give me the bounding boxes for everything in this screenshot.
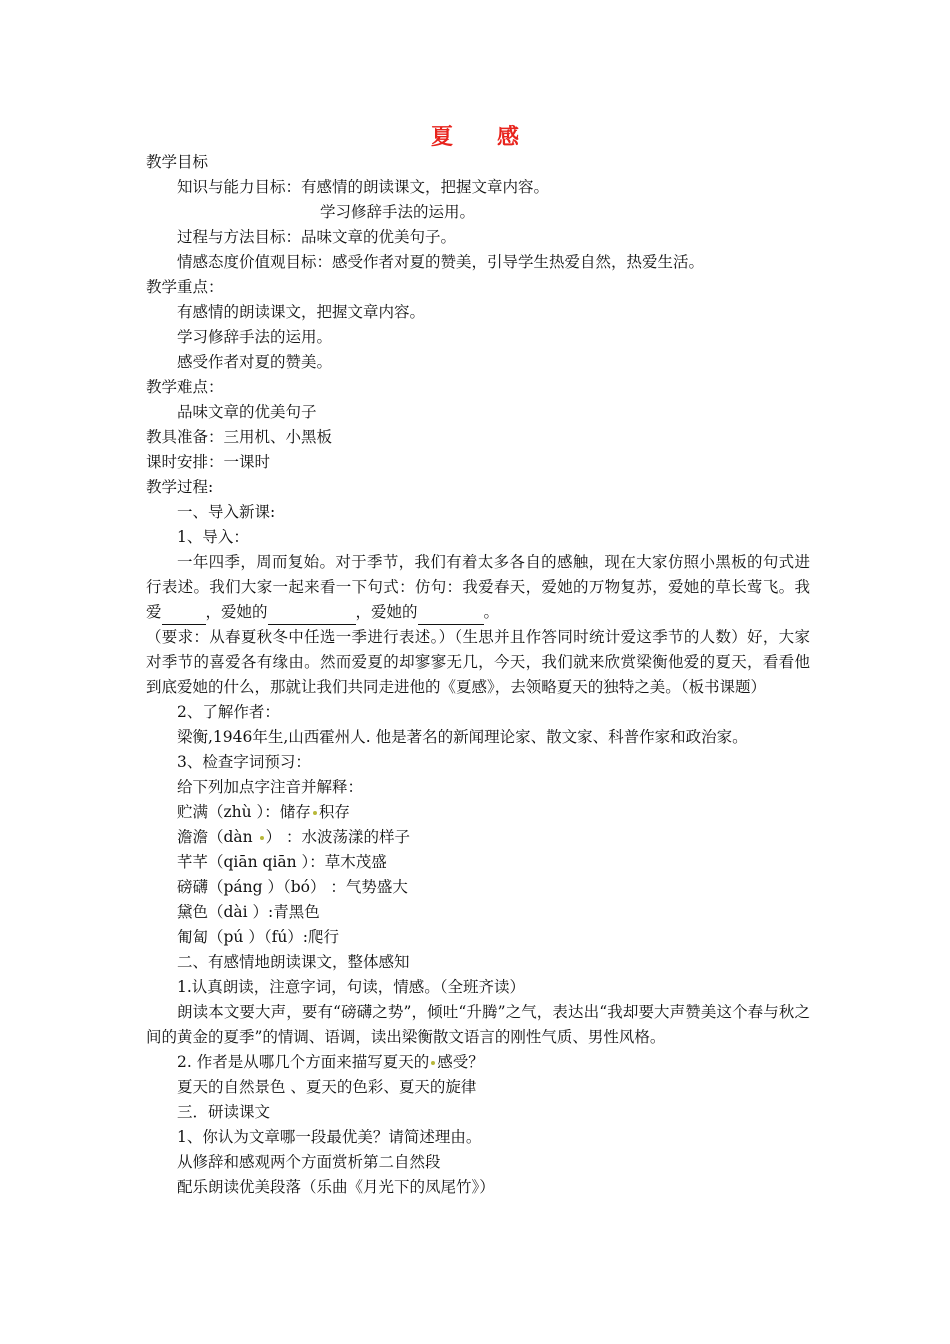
reading-task-1: 1.认真朗读，注意字词，句读，情感。（全班齐读） xyxy=(177,978,526,996)
vocab-item-1 xyxy=(146,800,810,825)
vocab-item-5: 黛色（dài ）:青黑色 xyxy=(177,903,320,921)
vocab-2-text: 澹澹（dàn xyxy=(177,828,258,846)
difficulty-1: 品味文章的优美句子 xyxy=(177,403,317,421)
blank-2 xyxy=(268,606,356,625)
mark-dot xyxy=(431,1061,435,1065)
class-schedule: 课时安排：一课时 xyxy=(146,453,271,471)
title-char-2: 感 xyxy=(497,124,520,150)
heading-process: 教学过程: xyxy=(146,478,214,496)
subsection-vocab: 3、检查字词预习： xyxy=(177,753,311,771)
heading-key-points: 教学重点： xyxy=(146,278,224,296)
vocab-item-3: 芊芊（qiān qiān ）：草木茂盛 xyxy=(177,853,387,871)
task-2-text-2: 感受？ xyxy=(437,1053,484,1071)
vocab-instruction: 给下列加点字注音并解释： xyxy=(177,778,364,796)
intro-paragraph xyxy=(146,550,810,625)
mark-dot xyxy=(313,811,317,815)
heading-teaching-goals: 教学目标 xyxy=(146,153,209,171)
section-3-heading: 三．研读课文 xyxy=(177,1103,271,1121)
key-point-2: 学习修辞手法的运用。 xyxy=(177,328,333,346)
goal-knowledge: 知识与能力目标：有感情的朗读课文，把握文章内容。 xyxy=(177,178,550,196)
task-2-text: 2. 作者是从哪几个方面来描写夏天的 xyxy=(177,1053,430,1071)
blank-1 xyxy=(162,606,206,625)
vocab-item-4: 磅礴（páng ）（bó） ：气势盛大 xyxy=(177,878,408,896)
section-2-heading: 二、有感情地朗读课文，整体感知 xyxy=(177,953,410,971)
vocab-1-text-2: 积存 xyxy=(318,803,350,821)
requirement-paragraph: （要求：从春夏秋冬中任选一季进行表述。）（生思并且作答同时统计爱这季节的人数）好，大家对季节的喜爱各有缘由。然而爱夏的却寥寥无几，今天，我们就来欣赏梁衡他爱的夏天，看看他到底爱她的什么，那就让我们共同走进他的《夏感》，去领略夏天的独特之美。（板书课题） xyxy=(146,628,810,696)
mark-dot xyxy=(260,836,264,840)
goal-rhetoric: 学习修辞手法的运用。 xyxy=(320,203,476,221)
blank-3 xyxy=(418,606,484,625)
heading-difficulties: 教学难点： xyxy=(146,378,224,396)
section-1-heading: 一、导入新课: xyxy=(177,503,276,521)
intro-text-3: ，爱她的 xyxy=(355,603,418,621)
subsection-author: 2、了解作者： xyxy=(177,703,280,721)
subsection-intro: 1、导入： xyxy=(177,528,249,546)
vocab-item-2 xyxy=(146,825,810,850)
reading-guidance-paragraph: 朗读本文要大声，要有“磅礴之势”，倾吐“升腾”之气，表达出“我却要大声赞美这个春与秋之间的黄金的夏季”的情调、语调，读出梁衡散文语言的刚性气质、男性风格。 xyxy=(146,1003,810,1046)
vocab-2-text-2: ） ：水波荡漾的样子 xyxy=(265,828,411,846)
title-char-1: 夏 xyxy=(430,124,453,150)
key-point-3: 感受作者对夏的赞美。 xyxy=(177,353,333,371)
key-point-1: 有感情的朗读课文，把握文章内容。 xyxy=(177,303,426,321)
author-info: 梁衡,1946年生,山西霍州人. 他是著名的新闻理论家、散文家、科普作家和政治家。 xyxy=(177,728,748,746)
goal-emotion: 情感态度价值观目标：感受作者对夏的赞美，引导学生热爱自然，热爱生活。 xyxy=(177,253,705,271)
goal-process: 过程与方法目标：品味文章的优美句子。 xyxy=(177,228,457,246)
intro-text: 一年四季，周而复始。对于季节，我们有着太多各自的感触，现在大家仿照小黑板的句式进行表述。我们大家一起来看一下句式：仿句：我爱春天，爱她的万物复苏，爱她的草长莺飞。我爱 xyxy=(146,553,810,621)
study-question-1: 1、你认为文章哪一段最优美？请简述理由。 xyxy=(177,1128,482,1146)
document-title xyxy=(0,120,950,151)
teaching-tools: 教具准备：三用机、小黑板 xyxy=(146,428,333,446)
reading-task-2 xyxy=(146,1050,810,1075)
vocab-1-text: 贮满（zhù ）：储存 xyxy=(177,803,311,821)
intro-text-4: 。 xyxy=(483,603,500,621)
study-answer-1: 从修辞和感观两个方面赏析第二自然段 xyxy=(177,1153,441,1171)
intro-text-2: ，爱她的 xyxy=(205,603,268,621)
document-body xyxy=(146,150,810,1200)
task-2-answer: 夏天的自然景色 、夏天的色彩、夏天的旋律 xyxy=(177,1078,477,1096)
vocab-item-6: 匍匐（pú ）（fú）:爬行 xyxy=(177,928,340,946)
music-reading: 配乐朗读优美段落（乐曲《月光下的凤尾竹》） xyxy=(177,1178,495,1196)
